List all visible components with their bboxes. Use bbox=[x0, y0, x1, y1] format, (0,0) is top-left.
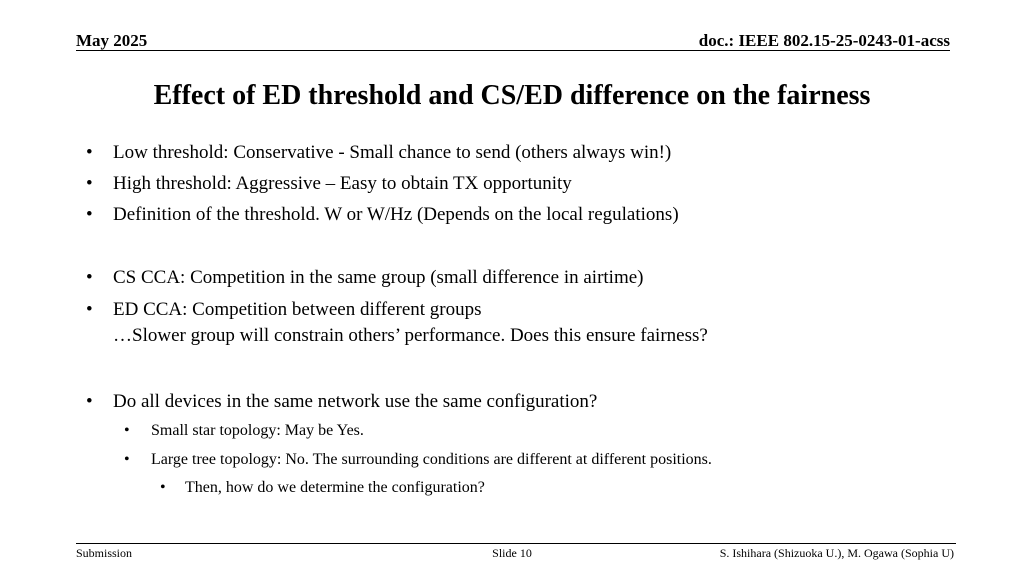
bullet-text: Small star topology: May be Yes. bbox=[151, 422, 364, 439]
slide-title: Effect of ED threshold and CS/ED difference on the fairness bbox=[153, 80, 871, 111]
bullet-text: CS CCA: Competition in the same group (small difference in airtime) bbox=[113, 267, 644, 288]
footer-authors: S. Ishihara (Shizuoka U.), M. Ogawa (Sophia U) bbox=[719, 546, 954, 560]
bullet-text: Then, how do we determine the configuration? bbox=[185, 479, 485, 496]
bullet-marker: • bbox=[86, 204, 93, 225]
bullet-marker: • bbox=[86, 299, 93, 320]
footer-slide-number: Slide 10 bbox=[492, 546, 532, 560]
header-doc-id: doc.: IEEE 802.15-25-0243-01-acss bbox=[698, 31, 950, 50]
footer-submission: Submission bbox=[76, 546, 133, 560]
bullet-text: …Slower group will constrain others’ performance. Does this ensure fairness? bbox=[113, 325, 708, 346]
bullet-marker: • bbox=[86, 391, 93, 412]
bullet-text: ED CCA: Competition between different groups bbox=[113, 299, 482, 320]
header-date: May 2025 bbox=[76, 31, 148, 50]
bullet-marker: • bbox=[124, 451, 130, 468]
bullet-text: Large tree topology: No. The surrounding conditions are different at different positions. bbox=[151, 451, 712, 468]
bullet-text: Definition of the threshold. W or W/Hz (Depends on the local regulations) bbox=[113, 204, 679, 225]
bullet-marker: • bbox=[86, 142, 93, 163]
bullet-text: Low threshold: Conservative - Small chance to send (others always win!) bbox=[113, 142, 672, 163]
bullet-marker: • bbox=[86, 173, 93, 194]
bullet-marker: • bbox=[160, 479, 166, 496]
bullet-marker: • bbox=[86, 267, 93, 288]
bullet-text: Do all devices in the same network use the same configuration? bbox=[113, 391, 598, 412]
footer-divider bbox=[76, 543, 956, 544]
bullet-marker: • bbox=[124, 422, 130, 439]
bullet-text: High threshold: Aggressive – Easy to obtain TX opportunity bbox=[113, 173, 572, 194]
